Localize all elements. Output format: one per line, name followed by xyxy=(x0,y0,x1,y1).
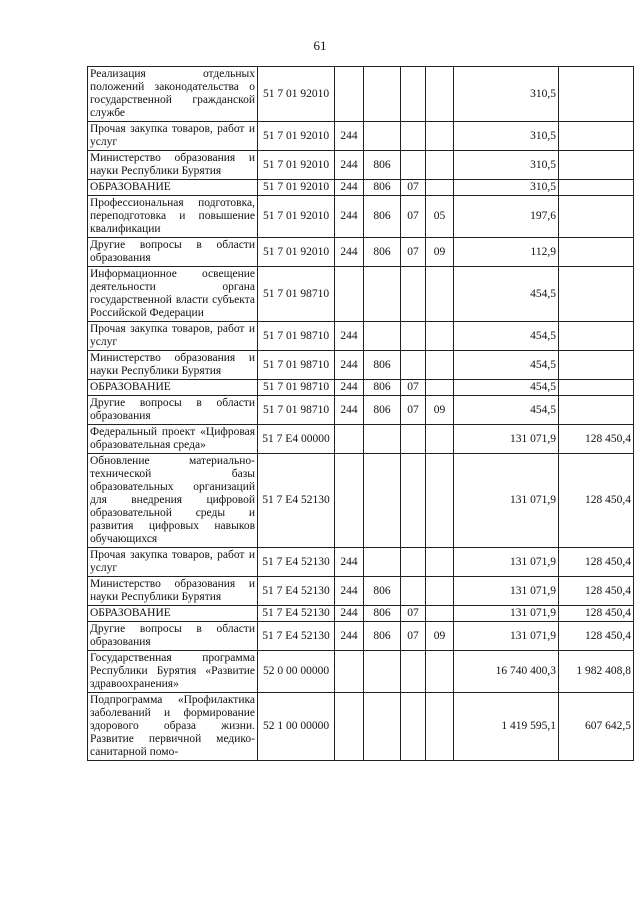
amount-total: 454,5 xyxy=(454,396,559,425)
expense-type-code xyxy=(335,651,364,693)
target-article-code: 51 7 01 92010 xyxy=(258,122,335,151)
expense-type-code: 244 xyxy=(335,606,364,622)
administrator-code: 806 xyxy=(364,238,401,267)
expense-type-code: 244 xyxy=(335,548,364,577)
administrator-code: 806 xyxy=(364,396,401,425)
subsection-code xyxy=(426,67,454,122)
subsection-code xyxy=(426,180,454,196)
amount-total: 454,5 xyxy=(454,351,559,380)
table-row xyxy=(88,380,634,396)
subsection-code xyxy=(426,606,454,622)
administrator-code: 806 xyxy=(364,622,401,651)
expense-type-code: 244 xyxy=(335,151,364,180)
administrator-code xyxy=(364,548,401,577)
amount-total: 454,5 xyxy=(454,380,559,396)
expense-type-code: 244 xyxy=(335,122,364,151)
administrator-code: 806 xyxy=(364,577,401,606)
row-name: ОБРАЗОВАНИЕ xyxy=(88,180,258,196)
row-name: Реализация отдельных положений законодательства о государственной гражданской службе xyxy=(88,67,258,122)
target-article-code: 51 7 01 98710 xyxy=(258,380,335,396)
table-row xyxy=(88,267,634,322)
subsection-code xyxy=(426,151,454,180)
subsection-code xyxy=(426,454,454,548)
expense-type-code xyxy=(335,67,364,122)
administrator-code: 806 xyxy=(364,351,401,380)
amount-federal xyxy=(559,351,634,380)
table-row xyxy=(88,67,634,122)
table-row xyxy=(88,122,634,151)
amount-total: 310,5 xyxy=(454,122,559,151)
row-name: Прочая закупка товаров, работ и услуг xyxy=(88,322,258,351)
amount-total: 197,6 xyxy=(454,196,559,238)
target-article-code: 51 7 E4 52130 xyxy=(258,622,335,651)
row-name: Другие вопросы в области образования xyxy=(88,622,258,651)
amount-total: 131 071,9 xyxy=(454,577,559,606)
amount-federal: 607 642,5 xyxy=(559,693,634,761)
amount-total: 454,5 xyxy=(454,267,559,322)
section-code xyxy=(401,122,426,151)
amount-federal xyxy=(559,67,634,122)
target-article-code: 51 7 01 98710 xyxy=(258,396,335,425)
section-code: 07 xyxy=(401,396,426,425)
subsection-code: 05 xyxy=(426,196,454,238)
administrator-code xyxy=(364,67,401,122)
administrator-code: 806 xyxy=(364,380,401,396)
section-code: 07 xyxy=(401,180,426,196)
table-row xyxy=(88,693,634,761)
amount-federal xyxy=(559,380,634,396)
target-article-code: 51 7 E4 52130 xyxy=(258,454,335,548)
table-row xyxy=(88,151,634,180)
amount-total: 310,5 xyxy=(454,180,559,196)
section-code: 07 xyxy=(401,196,426,238)
amount-federal: 128 450,4 xyxy=(559,548,634,577)
amount-total: 131 071,9 xyxy=(454,606,559,622)
subsection-code xyxy=(426,577,454,606)
amount-federal xyxy=(559,322,634,351)
subsection-code xyxy=(426,651,454,693)
target-article-code: 51 7 01 92010 xyxy=(258,67,335,122)
table-row xyxy=(88,454,634,548)
administrator-code xyxy=(364,267,401,322)
subsection-code xyxy=(426,425,454,454)
target-article-code: 51 7 01 92010 xyxy=(258,196,335,238)
amount-total: 131 071,9 xyxy=(454,622,559,651)
section-code xyxy=(401,651,426,693)
administrator-code xyxy=(364,454,401,548)
target-article-code: 51 7 E4 00000 xyxy=(258,425,335,454)
row-name: Профессиональная подготовка, переподготовка и повышение квалификации xyxy=(88,196,258,238)
expense-type-code xyxy=(335,425,364,454)
amount-total: 112,9 xyxy=(454,238,559,267)
section-code xyxy=(401,67,426,122)
expense-type-code: 244 xyxy=(335,577,364,606)
section-code: 07 xyxy=(401,606,426,622)
administrator-code xyxy=(364,425,401,454)
section-code xyxy=(401,425,426,454)
amount-federal xyxy=(559,196,634,238)
expense-type-code xyxy=(335,267,364,322)
administrator-code: 806 xyxy=(364,606,401,622)
expense-type-code: 244 xyxy=(335,396,364,425)
section-code xyxy=(401,267,426,322)
row-name: Министерство образования и науки Республики Бурятия xyxy=(88,351,258,380)
administrator-code: 806 xyxy=(364,180,401,196)
row-name: Информационное освещение деятельности органа государственной власти субъекта Российской Федерации xyxy=(88,267,258,322)
subsection-code xyxy=(426,267,454,322)
expense-type-code: 244 xyxy=(335,351,364,380)
amount-total: 131 071,9 xyxy=(454,425,559,454)
target-article-code: 51 7 01 92010 xyxy=(258,151,335,180)
target-article-code: 51 7 01 92010 xyxy=(258,238,335,267)
amount-total: 131 071,9 xyxy=(454,454,559,548)
table-row xyxy=(88,425,634,454)
administrator-code xyxy=(364,122,401,151)
amount-federal: 128 450,4 xyxy=(559,622,634,651)
table-row xyxy=(88,196,634,238)
target-article-code: 52 0 00 00000 xyxy=(258,651,335,693)
amount-federal: 1 982 408,8 xyxy=(559,651,634,693)
row-name: Министерство образования и науки Республики Бурятия xyxy=(88,151,258,180)
amount-federal xyxy=(559,151,634,180)
subsection-code xyxy=(426,693,454,761)
row-name: ОБРАЗОВАНИЕ xyxy=(88,606,258,622)
expense-type-code: 244 xyxy=(335,180,364,196)
amount-federal xyxy=(559,396,634,425)
target-article-code: 51 7 01 98710 xyxy=(258,322,335,351)
amount-federal xyxy=(559,267,634,322)
table-row xyxy=(88,180,634,196)
section-code: 07 xyxy=(401,238,426,267)
table-row xyxy=(88,396,634,425)
amount-federal: 128 450,4 xyxy=(559,577,634,606)
row-name: Прочая закупка товаров, работ и услуг xyxy=(88,548,258,577)
subsection-code: 09 xyxy=(426,238,454,267)
amount-federal: 128 450,4 xyxy=(559,454,634,548)
subsection-code xyxy=(426,351,454,380)
target-article-code: 51 7 01 98710 xyxy=(258,351,335,380)
target-article-code: 51 7 E4 52130 xyxy=(258,577,335,606)
amount-total: 310,5 xyxy=(454,151,559,180)
administrator-code xyxy=(364,693,401,761)
administrator-code xyxy=(364,651,401,693)
target-article-code: 52 1 00 00000 xyxy=(258,693,335,761)
amount-federal: 128 450,4 xyxy=(559,606,634,622)
expense-type-code: 244 xyxy=(335,322,364,351)
row-name: ОБРАЗОВАНИЕ xyxy=(88,380,258,396)
amount-federal: 128 450,4 xyxy=(559,425,634,454)
table-row xyxy=(88,577,634,606)
section-code: 07 xyxy=(401,622,426,651)
table-row xyxy=(88,622,634,651)
amount-total: 16 740 400,3 xyxy=(454,651,559,693)
table-row xyxy=(88,322,634,351)
expense-type-code xyxy=(335,693,364,761)
amount-total: 131 071,9 xyxy=(454,548,559,577)
expense-type-code: 244 xyxy=(335,622,364,651)
subsection-code: 09 xyxy=(426,622,454,651)
amount-total: 1 419 595,1 xyxy=(454,693,559,761)
target-article-code: 51 7 E4 52130 xyxy=(258,548,335,577)
row-name: Подпрограмма «Профилактика заболеваний и формирование здорового образа жизни. Развитие первичной медико-санитарной помо- xyxy=(88,693,258,761)
section-code xyxy=(401,351,426,380)
expense-type-code: 244 xyxy=(335,380,364,396)
table-row xyxy=(88,548,634,577)
section-code xyxy=(401,151,426,180)
amount-federal xyxy=(559,122,634,151)
row-name: Министерство образования и науки Республики Бурятия xyxy=(88,577,258,606)
administrator-code: 806 xyxy=(364,151,401,180)
section-code xyxy=(401,577,426,606)
page-number: 61 xyxy=(313,38,327,53)
expense-type-code xyxy=(335,454,364,548)
subsection-code: 09 xyxy=(426,396,454,425)
amount-federal xyxy=(559,238,634,267)
row-name: Прочая закупка товаров, работ и услуг xyxy=(88,122,258,151)
administrator-code: 806 xyxy=(364,196,401,238)
amount-total: 310,5 xyxy=(454,67,559,122)
subsection-code xyxy=(426,548,454,577)
table-row xyxy=(88,651,634,693)
table-row xyxy=(88,238,634,267)
row-name: Государственная программа Республики Бурятия «Развитие здравоохранения» xyxy=(88,651,258,693)
row-name: Федеральный проект «Цифровая образовательная среда» xyxy=(88,425,258,454)
target-article-code: 51 7 01 98710 xyxy=(258,267,335,322)
amount-federal xyxy=(559,180,634,196)
subsection-code xyxy=(426,122,454,151)
section-code: 07 xyxy=(401,380,426,396)
subsection-code xyxy=(426,380,454,396)
amount-total: 454,5 xyxy=(454,322,559,351)
expense-type-code: 244 xyxy=(335,196,364,238)
table-row xyxy=(88,351,634,380)
expense-type-code: 244 xyxy=(335,238,364,267)
row-name: Другие вопросы в области образования xyxy=(88,396,258,425)
budget-table-body xyxy=(88,67,634,761)
section-code xyxy=(401,693,426,761)
row-name: Обновление материально-технической базы образовательных организаций для внедрения цифровой образовательной среды и развития цифровых навыков обучающихся xyxy=(88,454,258,548)
section-code xyxy=(401,548,426,577)
table-row xyxy=(88,606,634,622)
target-article-code: 51 7 E4 52130 xyxy=(258,606,335,622)
budget-table xyxy=(87,66,634,761)
administrator-code xyxy=(364,322,401,351)
row-name: Другие вопросы в области образования xyxy=(88,238,258,267)
section-code xyxy=(401,454,426,548)
subsection-code xyxy=(426,322,454,351)
target-article-code: 51 7 01 92010 xyxy=(258,180,335,196)
section-code xyxy=(401,322,426,351)
